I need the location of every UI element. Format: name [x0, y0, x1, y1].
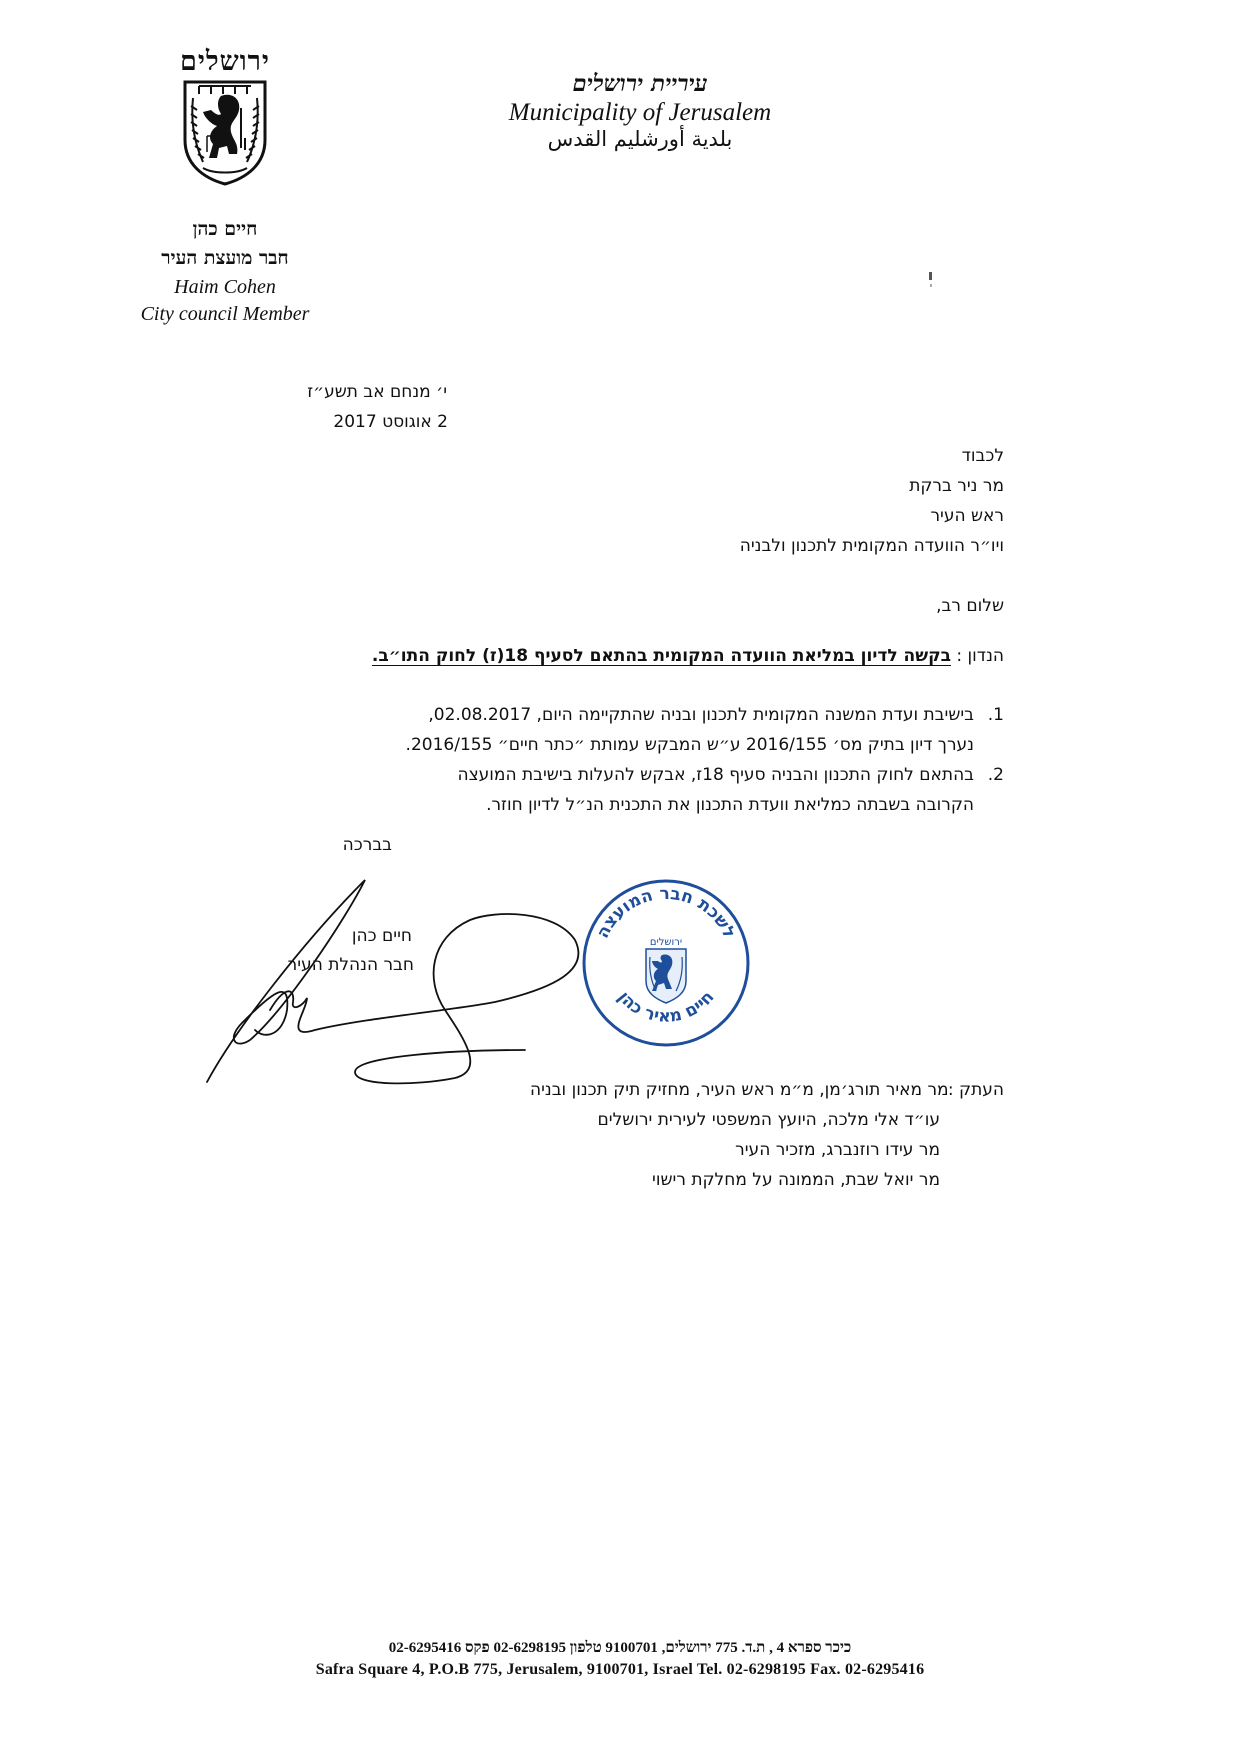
- cc-recipient: מר מאיר תורג׳מן, מ״מ ראש העיר, מחזיק תיק תכנון ובניה: [530, 1080, 949, 1100]
- emblem-title: ירושלים: [180, 46, 270, 77]
- list-item-line: הקרובה בשבתה כמליאת וועדת התכנון את התכנית הנ״ל לדיון חוזר.: [486, 795, 974, 815]
- member-name-hebrew: חיים כהן: [192, 218, 258, 240]
- stamp-top-text: לשכת חבר המועצה: [592, 883, 740, 942]
- list-item-line: בהתאם לחוק התכנון והבניה סעיף 18ז, אבקש להעלות בישיבת המועצה: [457, 765, 974, 785]
- municipality-header: [470, 70, 810, 151]
- body-list: [204, 700, 1004, 820]
- council-member-letterhead: [110, 48, 340, 326]
- greeting: שלום רב,: [936, 596, 1004, 616]
- footer-address-hebrew: כיכר ספרא 4 , ת.ד. 775 ירושלים, 9100701 טלפון 02-6298195 פקס 02-6295416: [388, 1640, 852, 1656]
- cc-recipient: עו״ד אלי מלכה, היועץ המשפטי לעירית ירושלים: [597, 1110, 940, 1130]
- list-item-number: 1.: [987, 705, 1004, 725]
- cc-recipient: מר עידו רוזנברג, מזכיר העיר: [735, 1140, 940, 1160]
- hebrew-date: י׳ מנחם אב תשע״ז: [307, 382, 447, 402]
- stamp-center-text: ירושלים: [649, 937, 683, 948]
- member-name-english: Haim Cohen: [174, 276, 276, 298]
- list-item: [204, 760, 1004, 820]
- list-item: [204, 700, 1004, 760]
- member-role-english: City council Member: [140, 303, 310, 325]
- cc-recipient: מר יואל שבת, הממונה על מחלקת רישוי: [652, 1170, 940, 1190]
- subject-line: [204, 645, 1004, 668]
- scan-artifact: [930, 284, 932, 287]
- addressee-block: [504, 441, 1004, 561]
- addressee-line: ויו״ר הוועדה המקומית לתכנון ולבניה: [739, 536, 1004, 556]
- signatory-title: חבר הנהלת העיר: [287, 955, 414, 975]
- handwritten-signature: [195, 860, 655, 1090]
- municipality-name-arabic: بلدية أورشليم القدس: [547, 127, 733, 151]
- closing-salutation: בברכה: [342, 835, 392, 855]
- list-item-line: בישיבת ועדת המשנה המקומית לתכנון ובניה שהתקיימה היום, 02.08.2017,: [428, 705, 974, 725]
- addressee-line: לכבוד: [961, 446, 1004, 466]
- member-role-hebrew: חבר מועצת העיר: [161, 247, 289, 269]
- list-item-line: נערך דיון בתיק מס׳ 2016/155 ע״ש המבקש עמותת ״כתר חיים״ 2016/155.: [405, 735, 974, 755]
- subject-text: בקשה לדיון במליאת הוועדה המקומית בהתאם לסעיף 18(ז) לחוק התו״ב.: [371, 646, 951, 666]
- signatory-name: חיים כהן: [351, 926, 412, 946]
- stamp-bottom-text: חיים מאיר כהן: [613, 987, 719, 1027]
- municipality-name-english: Municipality of Jerusalem: [508, 99, 772, 126]
- municipality-name-hebrew: עיריית ירושלים: [572, 70, 708, 97]
- gregorian-date: 2 אוגוסט 2017: [333, 412, 448, 432]
- scan-artifact: [929, 272, 932, 280]
- cc-row: [204, 1075, 1004, 1105]
- addressee-line: מר ניר ברקת: [909, 476, 1004, 496]
- list-item-number: 2.: [987, 765, 1004, 785]
- cc-block: [204, 1075, 1004, 1195]
- cc-label: העתק :: [947, 1080, 1004, 1100]
- jerusalem-emblem-icon: [177, 78, 273, 186]
- addressee-line: ראש העיר: [930, 506, 1004, 526]
- subject-label: הנדון :: [956, 646, 1004, 666]
- footer-address-english: Safra Square 4, P.O.B 775, Jerusalem, 9100701, Israel Tel. 02-6298195 Fax. 02-6295416: [315, 1661, 925, 1678]
